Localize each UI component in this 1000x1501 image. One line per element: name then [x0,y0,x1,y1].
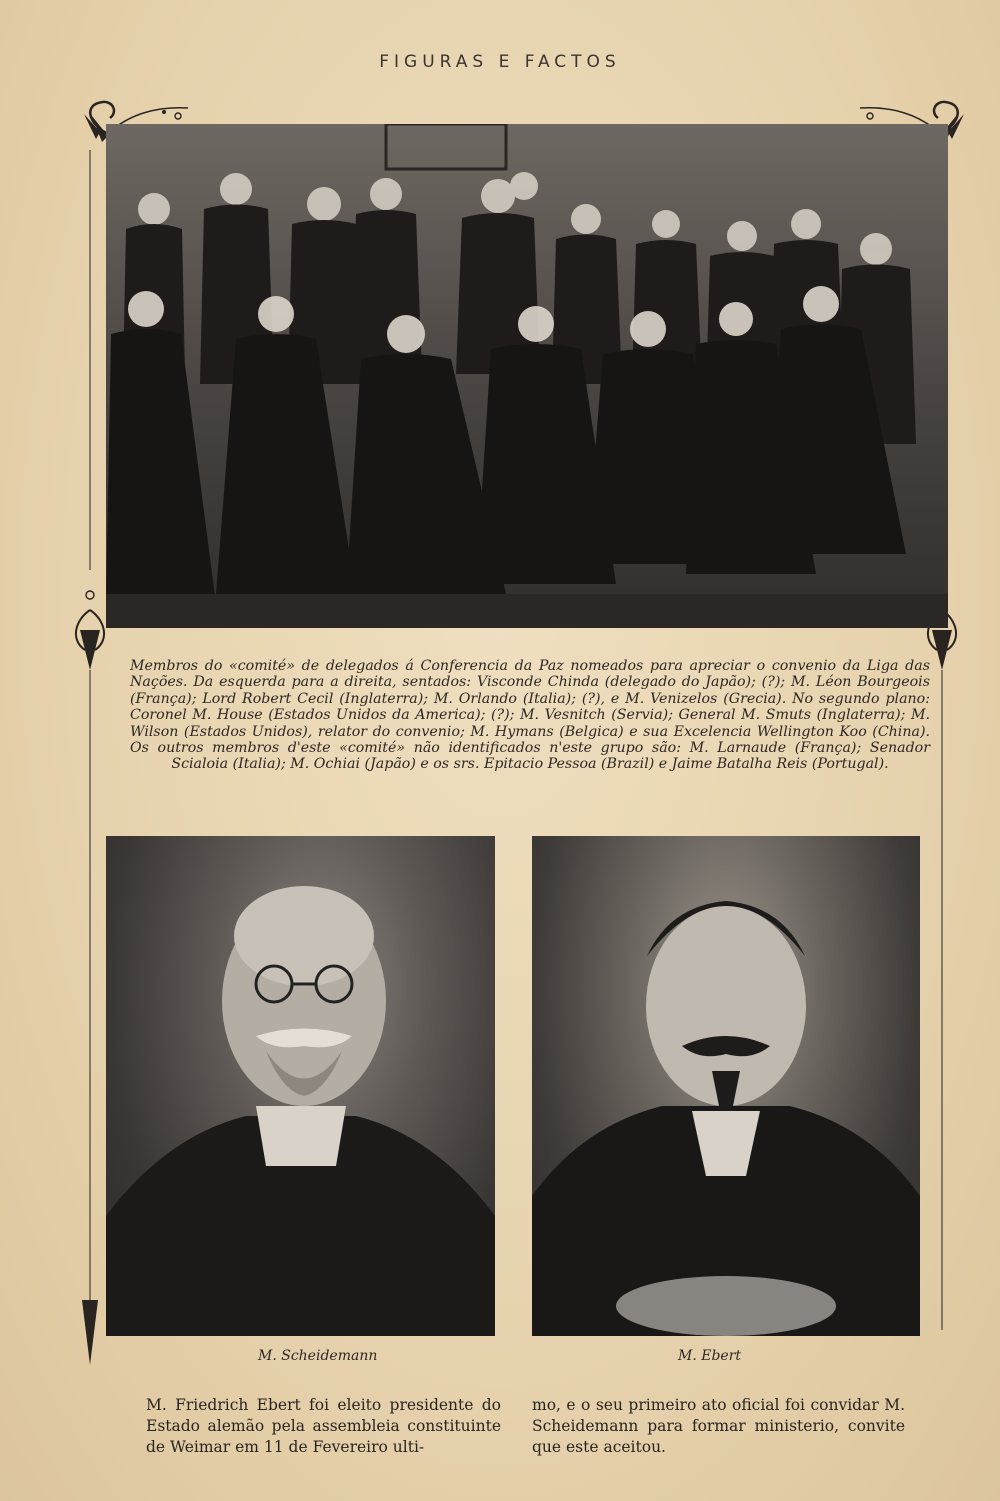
ornament-left-rule-icon [70,150,110,1370]
portrait-ebert [532,836,920,1336]
portrait-caption-right: M. Ebert [678,1348,742,1364]
group-photo [106,124,948,628]
page-header: FIGURAS E FACTOS [379,52,621,72]
article-column-left: M. Friedrich Ebert foi eleito presidente do Estado alemão pela assembleia constituinte de Weimar em 11 de Fevereiro ulti- [146,1396,501,1456]
portrait-scheidemann [106,836,495,1336]
portrait-caption-left: M. Scheidemann [258,1348,378,1364]
article-column-right: mo, e o seu primeiro ato oficial foi convidar M. Scheidemann para formar ministerio, convite que este aceitou. [532,1396,905,1456]
group-photo-caption: Membros do «comité» de delegados á Conferencia da Paz nomeados para apreciar o convenio da Liga das Nações. Da esquerda para a direita, sentados: Visconde Chinda (delegado do Japão); (?); M. Léon Bourgeois (França); Lord Robert Cecil (Inglaterra); M. Orlando (Italia); (?), e M. Venizelos (Grecia). No segundo plano: Coronel M. House (Estados Unidos da America); (?); M. Vesnitch (Servia); General M. Smuts (Inglaterra); M. Wilson (Estados Unidos), relator do convenio; M. Hymans (Belgica) e sua Excelencia Wellington Koo (China). Os outros membros d'este «comité» não identificados n'este grupo são: M. Larnaude (França); Senador Scialoia (Italia); M. Ochiai (Japão) e os srs. Epitacio Pessoa (Brazil) e Jaime Batalha Reis (Portugal). [130,658,930,773]
